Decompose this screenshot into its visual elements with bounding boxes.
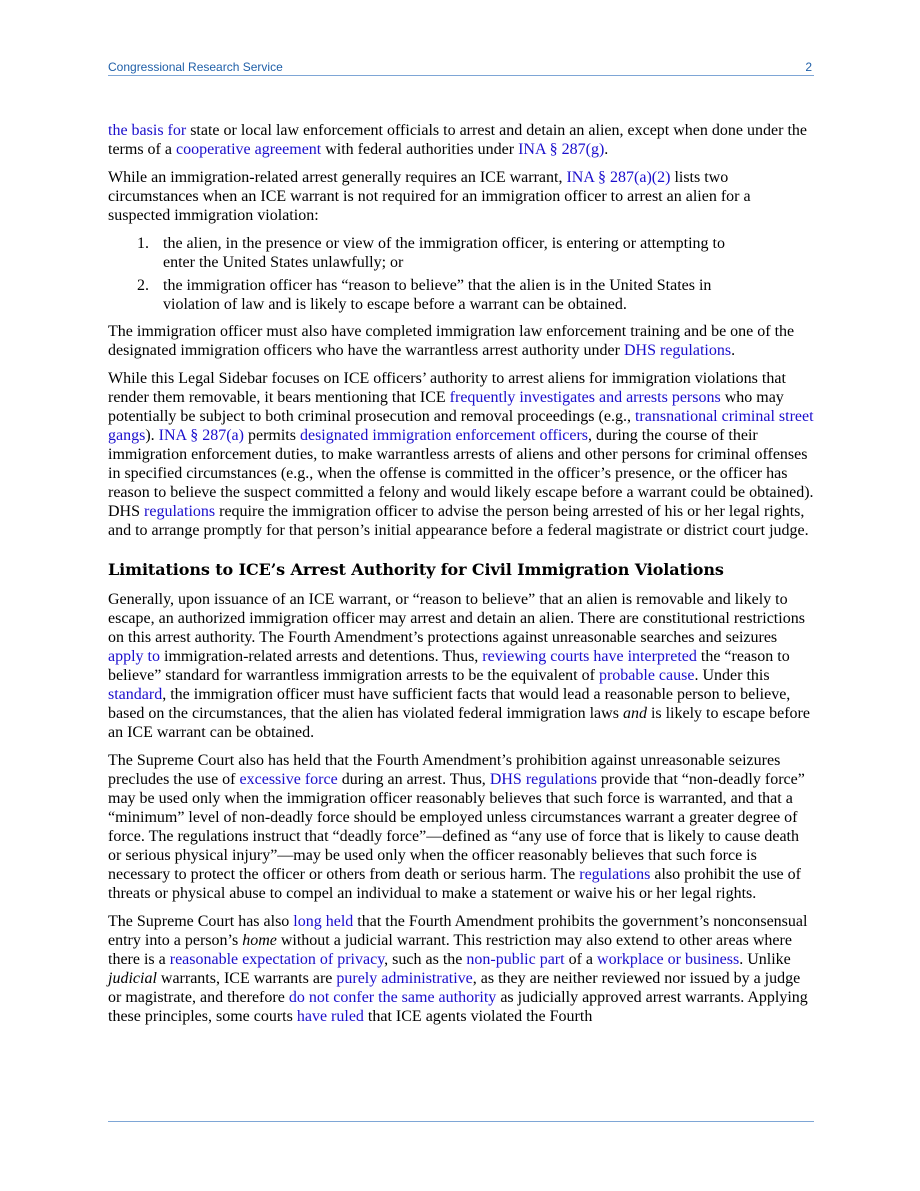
paragraph-6 bbox=[108, 751, 814, 903]
text: provide that “non-deadly force” may be used only when the immigration officer reasonably believes that such force is warranted, and that a “minimum” level of non-deadly force should be employed unless circumstances warrant a greater degree of force. The regulations instruct that “deadly force”—defined as “any use of force that is likely to cause death or serious physical injury”—may be used only when the officer reasonably believes that such force is necessary to protect the officer or others from death or serious harm. The bbox=[108, 771, 805, 883]
text: , the immigration officer must have sufficient facts that would lead a reasonable person to believe, based on the circumstances, that the alien has violated federal immigration laws bbox=[108, 686, 791, 722]
link-reviewing-courts[interactable]: reviewing courts have interpreted bbox=[482, 648, 697, 665]
text: without a judicial warrant. This restriction may also extend to other areas where there is a bbox=[108, 932, 792, 968]
text: The Supreme Court has also bbox=[108, 913, 294, 930]
paragraph-5 bbox=[108, 590, 814, 742]
document-body bbox=[108, 121, 814, 1035]
text: While this Legal Sidebar focuses on ICE officers’ authority to arrest aliens for immigration violations that render them removable, it bears mentioning that ICE bbox=[108, 370, 786, 406]
text: , such as the bbox=[384, 951, 467, 968]
link-excessive-force[interactable]: excessive force bbox=[239, 771, 338, 788]
text: is likely to escape before an ICE warrant can be obtained. bbox=[108, 705, 810, 741]
text: the “reason to believe” standard for warrantless immigration arrests to be the equivalent of bbox=[108, 648, 790, 684]
list-text: the alien, in the presence or view of the immigration officer, is entering or attempting to enter the United States unlawfully; or bbox=[163, 235, 725, 271]
emphasis: home bbox=[242, 932, 277, 949]
text: permits bbox=[243, 427, 300, 444]
text: . bbox=[731, 342, 736, 359]
text: during an arrest. Thus, bbox=[337, 771, 490, 788]
list-number: 1. bbox=[137, 235, 149, 252]
text: lists two circumstances when an ICE warrant is not required for an immigration officer to arrest an alien for a suspected immigration violation: bbox=[108, 169, 751, 224]
text: that the Fourth Amendment prohibits the government’s nonconsensual entry into a person’s bbox=[108, 913, 808, 949]
link-apply-to[interactable]: apply to bbox=[108, 648, 160, 665]
link-dhs-regulations-2[interactable]: DHS regulations bbox=[489, 771, 597, 788]
text: ). bbox=[145, 427, 159, 444]
text: with federal authorities under bbox=[321, 141, 519, 158]
numbered-list bbox=[108, 234, 814, 314]
link-transnational-street-gangs[interactable]: transnational criminal street gangs bbox=[108, 408, 814, 444]
text: also prohibit the use of threats or physical abuse to compel an individual to make a statement or waive his or her legal rights. bbox=[108, 866, 801, 902]
text: The Supreme Court also has held that the Fourth Amendment’s prohibition against unreasonable seizures precludes the use of bbox=[108, 752, 781, 788]
list-item bbox=[108, 234, 814, 272]
text: . bbox=[604, 141, 609, 158]
paragraph-1 bbox=[108, 121, 814, 159]
paragraph-3 bbox=[108, 322, 814, 360]
footer-rule bbox=[108, 1121, 814, 1122]
section-heading: Limitations to ICE’s Arrest Authority for Civil Immigration Violations bbox=[108, 560, 724, 579]
link-ina-287a2[interactable]: INA § 287(a)(2) bbox=[566, 169, 671, 186]
emphasis: and bbox=[622, 705, 647, 722]
text: warrants, ICE warrants are bbox=[156, 970, 337, 987]
emphasis: judicial bbox=[108, 970, 157, 987]
link-designated-officers[interactable]: designated immigration enforcement officers bbox=[299, 427, 589, 444]
list-item bbox=[108, 276, 814, 314]
link-non-public-part[interactable]: non-public part bbox=[466, 951, 565, 968]
link-ina-287a[interactable]: INA § 287(a) bbox=[158, 427, 244, 444]
text: The immigration officer must also have completed immigration law enforcement training and be one of the designated immigration officers who have the warrantless arrest authority under bbox=[108, 323, 795, 359]
text: of a bbox=[564, 951, 598, 968]
link-expectation-of-privacy[interactable]: reasonable expectation of privacy bbox=[169, 951, 385, 968]
text: who may potentially be subject to both criminal prosecution and removal proceedings (e.g., bbox=[108, 389, 784, 425]
link-long-held[interactable]: long held bbox=[293, 913, 354, 930]
link-workplace-or-business[interactable]: workplace or business bbox=[597, 951, 740, 968]
text: Generally, upon issuance of an ICE warrant, or “reason to believe” that an alien is removable and likely to escape, an authorized immigration officer may arrest and detain an alien. There are constitutional restrictions on this arrest authority. The Fourth Amendment’s protections against unreasonable searches and seizures bbox=[108, 591, 805, 646]
header-org: Congressional Research Service bbox=[108, 60, 283, 74]
link-the-basis-for[interactable]: the basis for bbox=[108, 122, 187, 139]
list-number: 2. bbox=[137, 277, 149, 294]
link-cooperative-agreement[interactable]: cooperative agreement bbox=[175, 141, 322, 158]
text: , during the course of their immigration enforcement duties, to make warrantless arrests of aliens and other persons for criminal offenses in specified circumstances (e.g., when the offense is committed in the officer’s presence, or the officer has reason to believe the suspect committed a felony and would likely escape before a warrant could be obtained). DHS bbox=[108, 427, 814, 520]
link-regulations-2[interactable]: regulations bbox=[579, 866, 651, 883]
text: . Under this bbox=[694, 667, 770, 684]
text: as judicially approved arrest warrants. Applying these principles, some courts bbox=[108, 989, 808, 1025]
link-ina-287g[interactable]: INA § 287(g) bbox=[518, 141, 605, 158]
text: immigration-related arrests and detentions. Thus, bbox=[160, 648, 483, 665]
text: . Unlike bbox=[739, 951, 791, 968]
link-have-ruled[interactable]: have ruled bbox=[296, 1008, 364, 1025]
paragraph-4 bbox=[108, 369, 814, 540]
link-regulations[interactable]: regulations bbox=[144, 503, 216, 520]
header-page-number: 2 bbox=[805, 60, 812, 74]
text: While an immigration-related arrest generally requires an ICE warrant, bbox=[108, 169, 567, 186]
link-standard[interactable]: standard bbox=[108, 686, 163, 703]
link-purely-administrative[interactable]: purely administrative bbox=[336, 970, 473, 987]
text: require the immigration officer to advise the person being arrested of his or her legal rights, and to arrange promptly for that person’s initial appearance before a federal magistrate or district court judge. bbox=[108, 503, 809, 539]
paragraph-2 bbox=[108, 168, 814, 225]
link-probable-cause[interactable]: probable cause bbox=[598, 667, 695, 684]
header-rule bbox=[108, 75, 814, 76]
text: that ICE agents violated the Fourth bbox=[363, 1008, 593, 1025]
text: , as they are neither reviewed nor issued by a judge or magistrate, and therefore bbox=[108, 970, 801, 1006]
paragraph-7 bbox=[108, 912, 814, 1026]
list-text: the immigration officer has “reason to believe” that the alien is in the United States in violation of law and is likely to escape before a warrant can be obtained. bbox=[163, 277, 712, 313]
link-dhs-regulations[interactable]: DHS regulations bbox=[623, 342, 732, 359]
link-frequently-investigates[interactable]: frequently investigates and arrests persons bbox=[449, 389, 721, 406]
text: state or local law enforcement officials to arrest and detain an alien, except when done under the terms of a bbox=[108, 122, 807, 158]
link-do-not-confer[interactable]: do not confer the same authority bbox=[288, 989, 497, 1006]
page-header bbox=[108, 58, 812, 76]
